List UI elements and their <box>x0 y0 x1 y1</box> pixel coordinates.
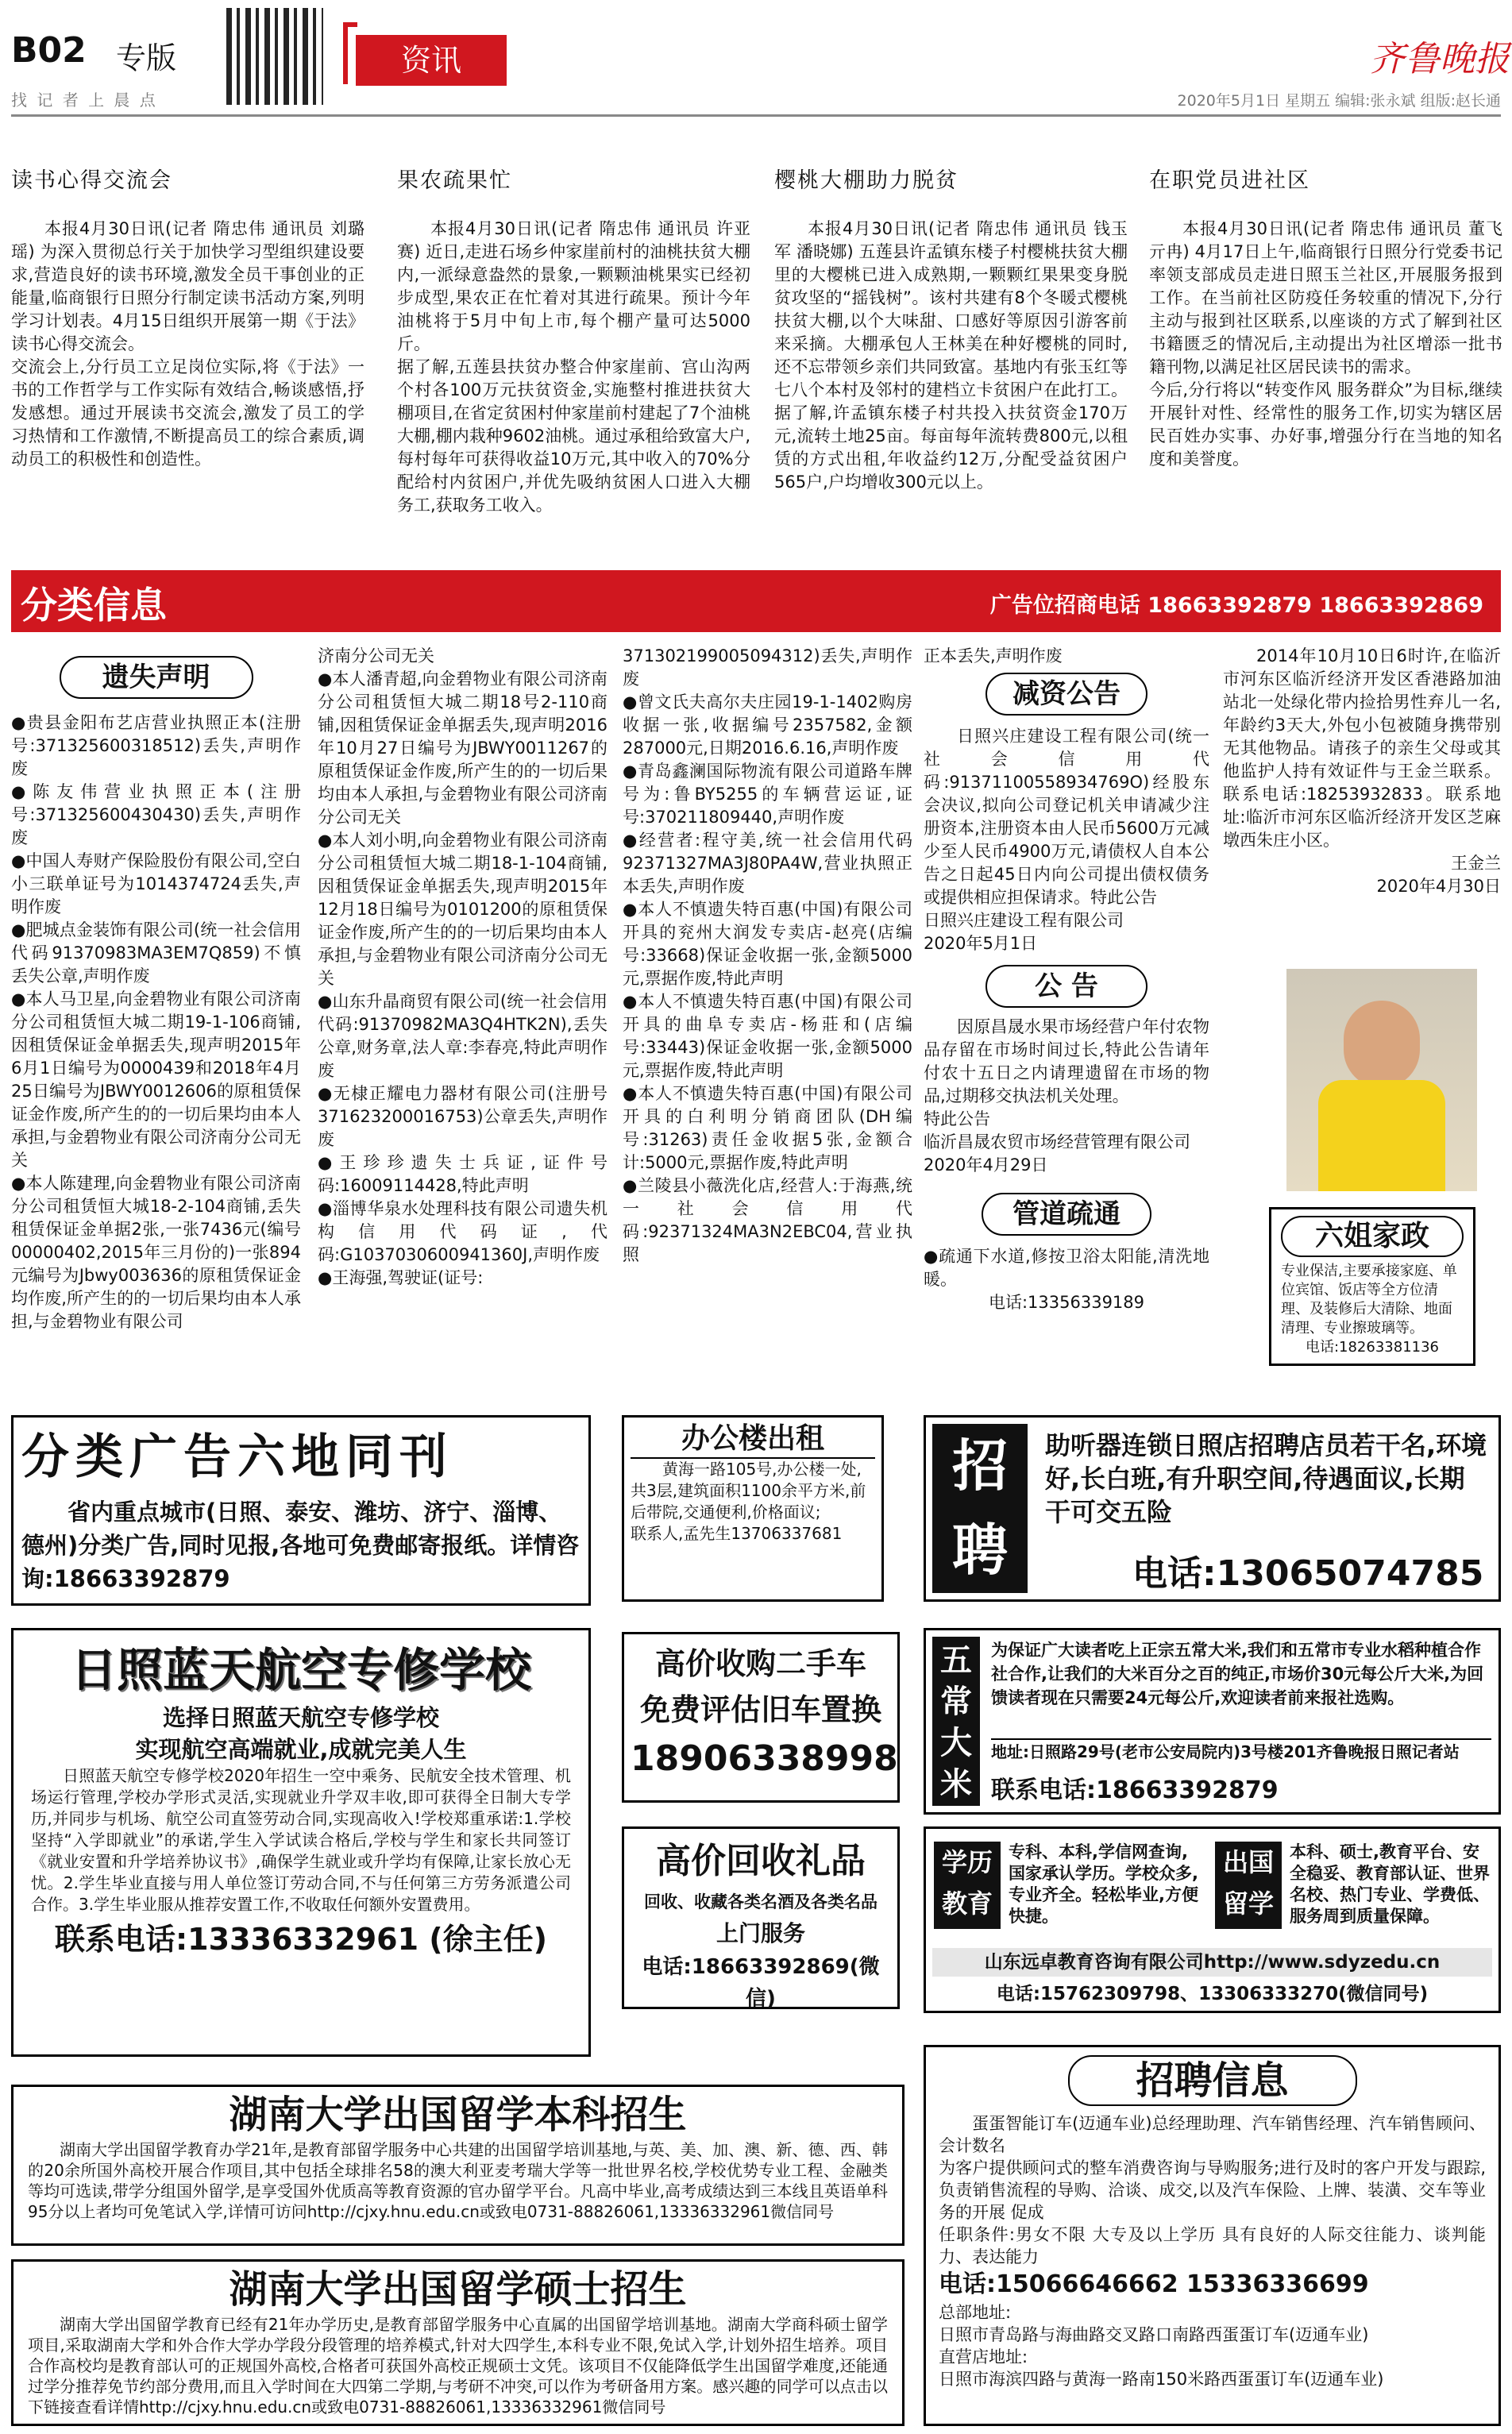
ad-office-title: 办公楼出租 <box>631 1421 875 1459</box>
ad-job-title: 招聘信息 <box>1068 2055 1357 2106</box>
date-line: 2020年5月1日 星期五 编辑:张永斌 组版:赵长通 <box>1177 92 1501 110</box>
maid-service-title: 六姐家政 <box>1281 1216 1464 1257</box>
ad-six-cities <box>11 1415 591 1606</box>
news-title: 果农疏果忙 <box>397 168 512 193</box>
news-article-3 <box>774 163 1128 494</box>
news-title: 在职党员进社区 <box>1149 168 1310 193</box>
news-article-1 <box>11 163 364 471</box>
ad-hiring <box>924 1415 1501 1602</box>
ad-job-phone: 电话:15066646662 15336336699 <box>939 2270 1369 2298</box>
maid-service-body: 专业保洁,主要承接家庭、单位宾馆、饭店等全方位清理、及装修后大清除、地面清理、专业擦玻璃等。 <box>1281 1263 1457 1337</box>
lost-notice-tail: 正本丢失,声明作废 <box>924 646 1063 665</box>
ad-gift-phone: 电话:18663392869(微信) <box>642 1955 880 2011</box>
news-body: 本报4月30日讯(记者 隋忠伟 通讯员 董飞 亓冉) 4月17日上午,临商银行日照分行党委书记率领支部成员走进日照玉兰社区,开展服务报到工作。在当前社区防疫任务较重的情况下,分行主动与报到社区联系,以座谈的方式了解到社区书籍匮乏的情况后,主动提出为社区增添一批书籍刊物,以满足社区居民读书的需求。 今后,分行将以“转变作风 服务群众”为目标,继续开展针对性、经常性的服务工作,切实为辖区居民百姓办实事、办好事,增强分行在当地的知名度和美誉度。 <box>1149 219 1502 469</box>
ad-edu-left-body: 专科、本科,学信网查询,国家承认学历。学校众多,专业齐全。轻松毕业,方便快捷。 <box>1009 1842 1198 1926</box>
ad-job-body: 蛋蛋智能订车(迈通车业)总经理助理、汽车销售经理、汽车销售顾问、会计数名 为客户提供顾问式的整车消费咨询与导购服务;进行及时的客户开发与跟踪,负责销售流程的导购、洽谈、成交,以及汽车保险、上牌、装潢、交车等业务的开展 促成 任职条件:男女不限 大专及以上学历 具有良好的人际交往能力、谈判能力、表达能力 <box>939 2114 1486 2266</box>
newspaper-logo: 齐鲁晚报 <box>1370 39 1510 79</box>
news-body: 本报4月30日讯(记者 隋忠伟 通讯员 刘璐瑶) 为深入贯彻总行关于加快学习型组织建设要求,营造良好的读书环境,激发全员干事创业的正能量,临商银行日照分行制定读书活动方案,列明学习计划表。4月15日组织开展第一期《于法》读书心得交流会。 交流会上,分行员工立足岗位实际,将《于法》一书的工作哲学与工作实际有效结合,畅谈感悟,抒发感想。通过开展读书交流会,激发了员工的学习热情和工作激情,不断提高员工的综合素质,调动员工的积极性和创造性。 <box>11 219 364 469</box>
ad-rice-address: 地址:日照路29号(老市公安局院内)3号楼201齐鲁晚报日照记者站 <box>991 1738 1491 1764</box>
found-child-notice: 2014年10月10日6时许,在临沂市河东区临沂经济开发区香港路加油站北一处绿化带内捡拾男性弃儿一名,年龄约3天大,外包小包被随身携带别无其他物品。请孩子的亲生父母或其他监护人持有效证件与王金兰联系。联系电话:18253932833。联系地址:临沂市河东区临沂经济开发区芝麻墩西朱庄小区。 <box>1223 646 1501 850</box>
lost-notice-list: 371302199005094312)丢失,声明作废 ●曾文氏夫高尔夫庄园19-1-1402购房收据一张,收据编号2357582,金额287000元,日期2016.6.16,声明作废 ●青岛鑫澜国际物流有限公司道路车牌号为:鲁BY5255的车辆营运证,证号:370211809440,声明作废 ●经营者:程守美,统一社会信用代码92371327MA3J80PA4W,营业执照正本丢失,声明作废 ●本人不慎遗失特百惠(中国)有限公司开具的兖州大润发专卖店-赵亮(店编号:33668)保证金收据一张,金额5000元,票据作废,特此声明 ●本人不慎遗失特百惠(中国)有限公司开具的曲阜专卖店-杨莊和(店编号:33443)保证金收据一张,金额5000元,票据作废,特此声明 ●本人不慎遗失特百惠(中国)有限公司开具的白利明分销商团队(DH编号:31263)责任金收据5张,金额合计:5000元,票据作废,特此声明 ●兰陵县小薇洗化店,经营人:于海燕,统一社会信用代码:92371324MA3N2EBC04,营业执照 <box>623 646 912 1264</box>
ad-aviation-phone: 联系电话:13336332961 (徐主任) <box>54 1922 547 1957</box>
classified-col-5 <box>1223 645 1501 898</box>
ad-gift-sub: 上门服务 <box>716 1920 805 1946</box>
public-notice-title: 公 告 <box>986 965 1148 1008</box>
classified-col-4 <box>924 645 1209 1314</box>
ad-hunan2-body: 湖南大学出国留学教育已经有21年办学历史,是教育部留学服务中心直属的出国留学培训基地。湖南大学商科硕士留学项目,采取湖南大学和外合作大学办学段分段管理的培养模式,针对大四学生,本科专业不限,免试入学,计划外招生培养。项目合作高校均是教育部认可的正规国外高校,合格者可获国外高校正规硕士文凭。该项目不仅能降低学生出国留学难度,还能通过学分推荐免节约部分费用,而且入学时间在大四第二学期,与考研不冲突,可以作为考研备用方案。感兴趣的同学可以点击以下链接查看详情http://cjxy.hnu.edu.cn或致电0731-88826061,13336332961微信同号 <box>28 2315 888 2417</box>
ad-edu-left-tag: 学历教育 <box>934 1842 1001 1929</box>
news-body: 本报4月30日讯(记者 隋忠伟 通讯员 许亚赛) 近日,走进石场乡仲家崖前村的油桃扶贫大棚内,一派绿意盎然的景象,一颗颗油桃果实已经初步成型,果农正在忙着对其进行疏果。预计今年油桃将于5月中旬上市,每个棚产量可达5000斤。 据了解,五莲县扶贫办整合仲家崖前、宫山沟两个村各100万元扶贫资金,实施整村推进扶贫大棚项目,在省定贫困村仲家崖前村建起了7个油桃大棚,棚内栽种9602油桃。通过承租给致富大户,每村每年可获得收益10万元,其中收入的70%分配给村内贫困户,并优先吸纳贫困人口进入大棚务工,获取务工收入。 <box>397 219 750 515</box>
found-child-sign: 王金兰 <box>1451 854 1501 873</box>
ad-used-car <box>622 1632 900 1803</box>
ad-car-line2: 免费评估旧车置换 <box>639 1692 881 1727</box>
motto: 找 记 者 上 晨 点 <box>11 91 158 110</box>
ad-hunan2-title: 湖南大学出国留学硕士招生 <box>229 2267 687 2312</box>
ad-hunan-bachelor <box>11 2085 904 2246</box>
ad-rice-badge: 五常大米 <box>932 1637 980 1806</box>
classified-contact: 广告位招商电话 18663392879 18663392869 <box>989 593 1483 618</box>
ad-six-title: 分类广告六地同刊 <box>21 1429 453 1485</box>
ad-aviation-body: 日照蓝天航空专修学校2020年招生一空中乘务、民航安全技术管理、机场运行管理,学校办学形式灵活,实现就业升学双丰收,即可获得全日制大专学历,并同步与机场、航空公司直签劳动合同,实现高收入!学校郑重承诺:1.学校坚持“入学即就业”的承诺,学生入学试读合格后,学校与学生和家长共同签订《就业安置和升学培养协议书》,确保学生就业或升学均有保障,让家长放心无忧。2.学生毕业直接与用人单位签订劳动合同,不与任何第三方劳务派遣公司合作。3.学生毕业服从推荐安置工作,不收取任何额外安置费用。 <box>31 1766 571 1914</box>
ad-hunan1-title: 湖南大学出国留学本科招生 <box>229 2093 687 2137</box>
ad-wuchang-rice <box>924 1628 1501 1815</box>
ad-edu-right-body: 本科、硕士,教育平台、安全稳妥、教育部认证、世界名校、热门专业、学费低、服务周到质量保障。 <box>1290 1842 1490 1926</box>
ad-aviation-school <box>11 1628 591 2057</box>
ad-rice-body: 为保证广大读者吃上正宗五常大米,我们和五常市专业水稻种植合作社合作,让我们的大米百分之百的纯正,市场价30元每公斤大米,为回馈读者现在只需要24元每公斤,欢迎读者前来报社选购。 <box>991 1641 1484 1707</box>
maid-service-phone: 电话:18263381136 <box>1305 1339 1440 1356</box>
news-article-4 <box>1149 163 1502 471</box>
section-label: 专版 <box>116 41 177 75</box>
lost-notice-list: 济南分公司无关 ●本人潘青超,向金碧物业有限公司济南分公司租赁恒大城二期18号2-110商铺,因租赁保证金单据丢失,现声明2016年10月27日编号为JBWY0011267的原租赁保证金作废,所产生的的一切后果均由本人承担,与金碧物业有限公司济南分公司无关 ●本人刘小明,向金碧物业有限公司济南分公司租赁恒大城二期18-1-104商铺,因租赁保证金单据丢失,现声明2015年12月18日编号为0101200的原租赁保证金作废,所产生的的一切后果均由本人承担,与金碧物业有限公司济南分公司无关 ●山东升晶商贸有限公司(统一社会信用代码:91370982MA3Q4HTK2N),丢失公章,财务章,法人章:李春亮,特此声明作废 ●无棣正耀电力器材有限公司(注册号371623200016753)公章丢失,声明作废 ●王珍珍遗失士兵证,证件号码:16009114428,特此声明 ●淄博华泉水处理科技有限公司遗失机构信用代码证,代码:G1037030600941360J,声明作废 ●王海强,驾驶证(证号: <box>318 646 608 1287</box>
classified-col-1 <box>11 645 301 1333</box>
news-article-2 <box>397 163 750 517</box>
qr-code-icon[interactable] <box>226 8 323 105</box>
found-child-photo <box>1286 969 1477 1191</box>
ad-hiring-body: 助听器连锁日照店招聘店员若干名,环境好,长白班,有升职空间,待遇面议,长期干可交五险 <box>1045 1430 1487 1527</box>
ad-aviation-sub1: 选择日照蓝天航空专修学校 <box>162 1704 439 1731</box>
news-body: 本报4月30日讯(记者 隋忠伟 通讯员 钱玉军 潘晓娜) 五莲县许孟镇东楼子村樱桃扶贫大棚里的大樱桃已进入成熟期,一颗颗红果果变身脱贫攻坚的“摇钱树”。该村共建有8个冬暖式樱桃扶贫大棚,以个大味甜、口感好等原因引游客前来采摘。大棚承包人王林美在种好樱桃的同时,还不忘带领乡亲们共同致富。基地内有张玉红等七八个本村及邻村的建档立卡贫困户在此打工。据了解,许孟镇东楼子村共投入扶贫资金170万元,流转土地25亩。每亩每年流转费800元,以租赁的方式出租,年收益约12万,分配受益贫困户565户,户均增收300元以上。 <box>774 219 1128 492</box>
classified-col-3 <box>623 645 912 1267</box>
ad-aviation-title: 日照蓝天航空专修学校 <box>70 1643 531 1697</box>
classified-col-2 <box>318 645 608 1290</box>
maid-service-ad <box>1269 1207 1475 1366</box>
found-child-date: 2020年4月30日 <box>1376 877 1501 896</box>
ad-aviation-sub2: 实现航空高端就业,成就完美人生 <box>135 1736 467 1763</box>
pipe-service-body: ●疏通下水道,修按卫浴太阳能,清洗地暖。 <box>924 1247 1209 1289</box>
ad-car-phone: 18906338998 <box>631 1738 898 1779</box>
reduce-notice-title: 减资公告 <box>986 673 1148 716</box>
ad-gift-body: 回收、收藏各类名酒及各类名品 <box>644 1892 878 1911</box>
ad-education <box>924 1826 1501 2013</box>
pipe-service-title: 管道疏通 <box>982 1193 1151 1236</box>
ad-six-body: 省内重点城市(日照、泰安、潍坊、济宁、淄博、德州)分类广告,同时见报,各地可免费邮寄报纸。详情咨询:18663392879 <box>21 1499 580 1592</box>
ad-hunan1-body: 湖南大学出国留学教育办学21年,是教育部留学服务中心共建的出国留学培训基地,与英、美、加、澳、新、德、西、韩的20余所国外高校开展合作项目,其中包括全球排名58的澳大利亚麦考瑞大学等一批世界名校,学校优势专业工程、金融类等均可选读,带学分组国外留学,是享受国外优质高等教育资源的官办留学平台。凡高中毕业,高考成绩达到三本线且英语单科95分以上者均可免笔试入学,详情可访问http://cjxy.hnu.edu.cn或致电0731-88826061,13336332961微信同号 <box>28 2140 888 2221</box>
lost-notice-list: ●贵县金阳布艺店营业执照正本(注册号:371325600318512)丢失,声明作废 ●陈友伟营业执照正本(注册号:371325600430430)丢失,声明作废 ●中国人寿财产保险股份有限公司,空白小三联单证号为1014374724丢失,声明作废 ●肥城点金装饰有限公司(统一社会信用代码91370983MA3EM7Q859)不慎丢失公章,声明作废 ●本人马卫星,向金碧物业有限公司济南分公司租赁恒大城二期19-1-106商铺,因租赁保证金单据丢失,现声明2015年6月1日编号为0000439和2018年4月25日编号为JBWY0012606的原租赁保证金作废,所产生的的一切后果均由本人承担,与金碧物业有限公司济南分公司无关 ●本人陈建理,向金碧物业有限公司济南分公司租赁恒大城18-2-104商铺,丢失租赁保证金单据2张,一张7436元(编号00000402,2015年三月份的)一张894元编号为Jbwy003636的原租赁保证金均作废,所产生的的一切后果均由本人承担,与金碧物业有限公司 <box>11 713 301 1331</box>
ad-hunan-master <box>11 2259 904 2426</box>
ad-hiring-badge: 招聘 <box>932 1424 1028 1593</box>
news-title: 读书心得交流会 <box>11 168 172 193</box>
ad-job-address: 总部地址: 日照市青岛路与海曲路交叉路口南路西蛋蛋订车(迈通车业) 直营店地址: 日照市海滨四路与黄海一路南150米路西蛋蛋订车(迈通车业) <box>939 2303 1384 2389</box>
ad-job-info <box>924 2045 1501 2426</box>
lost-notice-title: 遗失声明 <box>60 656 253 699</box>
reduce-notice-body: 日照兴庄建设工程有限公司(统一社会信用代码:91371100558934769O)经股东会决议,拟向公司登记机关申请减少注册资本,注册资本由人民币5600万元减少至人民币4900万元,请债权人自本公告之日起45日内向公司提出债权债务或提供相应担保请求。特此公告 日照兴庄建设工程有限公司 2020年5月1日 <box>924 727 1209 953</box>
page-number: B02 <box>11 30 87 71</box>
ad-edu-right-tag: 出国留学 <box>1215 1842 1282 1929</box>
ad-office-rent <box>622 1415 884 1602</box>
ad-edu-company[interactable]: 山东远卓教育咨询有限公司http://www.sdyzedu.cn <box>932 1948 1492 1977</box>
news-title: 樱桃大棚助力脱贫 <box>774 168 958 193</box>
masthead-divider <box>11 114 1501 117</box>
ad-office-body: 黄海一路105号,办公楼一处,共3层,建筑面积1100余平方米,前后带院,交通便利,价格面议; 联系人,孟先生13706337681 <box>631 1460 866 1543</box>
public-notice-body: 因原昌晟水果市场经营户年付农物品存留在市场时间过长,特此公告请年付农十五日之内请理遗留在市场的物品,过期移交执法机关处理。 特此公告 临沂昌晟农贸市场经营管理有限公司 2020年4月29日 <box>924 1017 1209 1175</box>
ad-car-line1: 高价收购二手车 <box>654 1646 866 1681</box>
ad-gift-title: 高价回收礼品 <box>656 1841 866 1881</box>
section-tag: 资讯 <box>356 35 507 86</box>
pipe-service-phone: 电话:13356339189 <box>988 1293 1145 1312</box>
ad-hiring-phone: 电话:13065074785 <box>1132 1553 1484 1594</box>
ad-edu-phone: 电话:15762309798、13306333270(微信同号) <box>996 1984 1429 2004</box>
ad-rice-phone: 联系电话:18663392879 <box>991 1776 1279 1804</box>
classified-title: 分类信息 <box>21 584 167 627</box>
classified-band <box>11 570 1501 632</box>
ad-gift-recycle <box>622 1826 900 2009</box>
